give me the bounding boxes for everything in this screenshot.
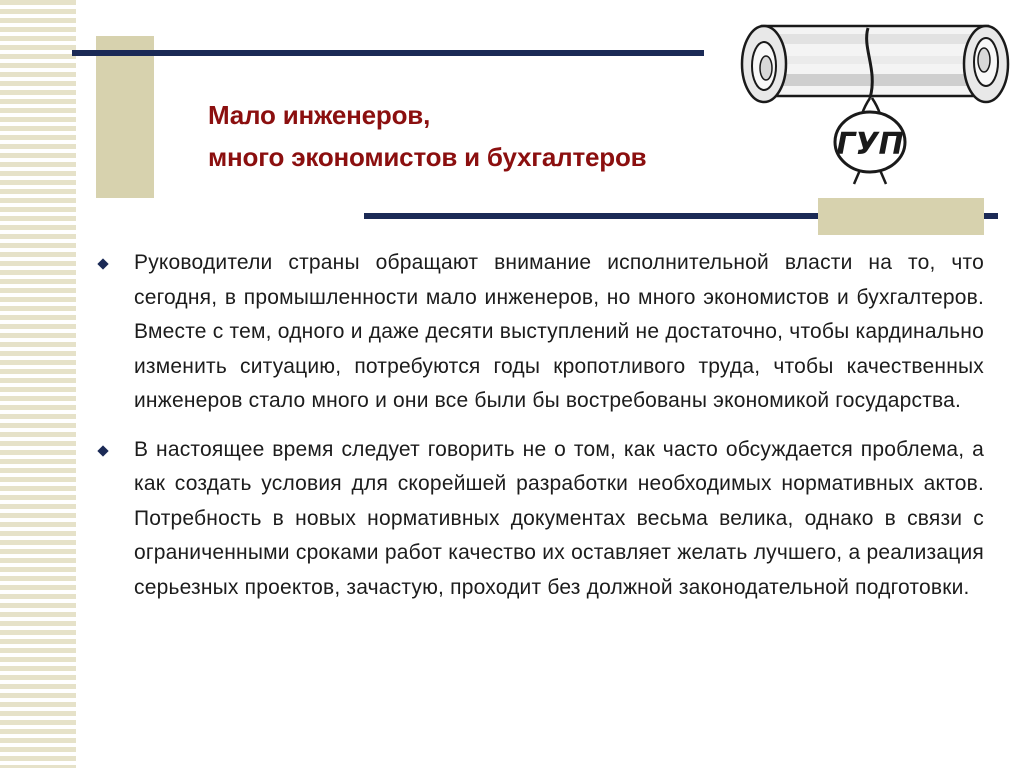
slide-title — [208, 94, 768, 178]
bullet-text: В настоящее время следует говорить не о том, как часто обсуждается проблема, а как создать условия для скорейшей разработки необходимых нормативных актов. Потребность в новых нормативных документах весьма велика, однако в связи с ограниченными сроками работ качество их оставляет желать лучшего, а реализация серьезных проектов, зачастую, проходит без должной законодательной подготовки. — [134, 437, 984, 599]
decorative-beige-block-right — [818, 198, 984, 235]
bullet-item — [96, 246, 984, 419]
decorative-stripes — [0, 0, 76, 768]
decorative-line-top — [72, 50, 704, 56]
slide-title-line-2: много экономистов и бухгалтеров — [208, 142, 647, 172]
bullet-text: Руководители страны обращают внимание исполнительной власти на то, что сегодня, в промышленности мало инженеров, но много экономистов и бухгалтеров. Вместе с тем, одного и даже десяти выступлений не достаточно, чтобы кардинально изменить ситуацию, потребуются годы кропотливого труда, чтобы качественных инженеров стало много и они все были бы востребованы экономикой государства. — [134, 251, 984, 412]
diamond-bullet-icon — [97, 258, 108, 269]
bullet-item — [96, 433, 984, 606]
diamond-bullet-icon — [97, 445, 108, 456]
slide-title-line-1: Мало инженеров, — [208, 100, 431, 130]
decorative-beige-block-left — [96, 36, 154, 198]
scroll-seal-clipart — [736, 14, 1018, 186]
seal-logo-text: ГУП — [836, 127, 904, 162]
bullet-list — [96, 246, 984, 619]
